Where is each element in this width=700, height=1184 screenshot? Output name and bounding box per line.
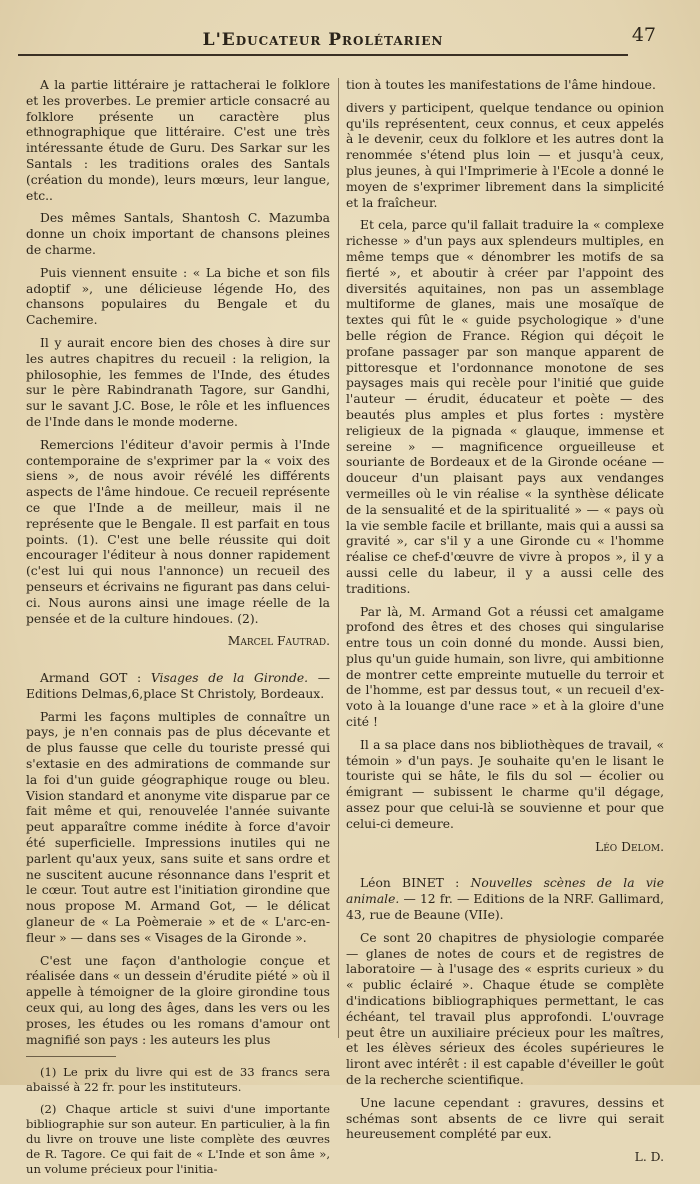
- signature-ld: L. D.: [634, 1150, 664, 1165]
- paragraph: Une lacune cependant : gravures, dessins et schémas sont absents de ce livre qui serait heureusement complété par eux.: [346, 1095, 664, 1142]
- paragraph: divers y participent, quelque tendance ou opinion qu'ils représentent, ceux connus, et ceux appelés à le devenir, ceux du folklore et les autres dont la renommée s'étend plus loin — et jusqu'à ceux, plus jeunes, à qui l'Imprimerie à l'Ecole a donné le moyen de s'exprimer librement dans la simplicité et la fraîcheur.: [346, 100, 664, 210]
- review-publisher: — Editions Delmas,6,place St Christoly, Bordeaux.: [26, 671, 330, 701]
- paragraph: Par là, M. Armand Got a réussi cet amalgame profond des êtres et des choses qui singularise entre tous un coin donné du monde. Aussi bien, plus qu'un guide humain, son livre, qui ambitionne de montrer cette empreinte mutuelle du terroir et de l'homme, est par dessus tout, « un recueil d'ex-voto à la louange d'une race » et à la gloire d'une cité !: [346, 604, 664, 730]
- paragraph: A la partie littéraire je rattacherai le folklore et les proverbes. Le premier article consacré au folklore présente un caractère plus ethnographique que littéraire. C'est une très intéressante étude de Guru. Des Sarkar sur les Santals : les traditions orales des Santals (création du monde), leurs mœurs, leur langue, etc..: [26, 78, 330, 203]
- footnote-separator: [26, 1056, 116, 1057]
- paragraph: Ce sont 20 chapitres de physiologie comparée — glanes de notes de cours et de registres de laboratoire — à l'usage des « esprits curieux » du « public éclairé ». Chaque étude se complète d'indications bibliographiques permettant, le cas échéant, tel travail plus approfondi. L'ouvrage peut être un auxiliaire précieux pour les maîtres, et les élèves sérieux des écoles supérieures le liront avec intérêt : il est capable d'éveiller le goût de la recherche scientifique.: [346, 930, 664, 1088]
- journal-title: L'Educateur Prolétarien: [202, 30, 444, 50]
- spacer: [346, 862, 664, 876]
- paragraph: Puis viennent ensuite : « La biche et son fils adoptif », une délicieuse légende Ho, des chansons populaires du Bengale et du Cachemire.: [26, 265, 330, 328]
- paragraph: Il y aurait encore bien des choses à dire sur les autres chapitres du recueil : la religion, la philosophie, les femmes de l'Inde, des études sur le père Rabindranath Tagore, sur Gandhi, sur le savant J.C. Bose, le rôle et les influences de l'Inde dans le monde moderne.: [26, 335, 330, 429]
- paragraph: Des mêmes Santals, Shantosh C. Mazumba donne un choix important de chansons pleines de charme.: [26, 211, 330, 257]
- review-author: Armand GOT :: [40, 671, 142, 686]
- review-heading: [346, 876, 664, 923]
- paragraph: C'est une façon d'anthologie conçue et réalisée dans « un dessein d'érudite piété » où il appelle à témoigner de la gloire girondine tous ceux qui, au long des âges, dans les vers ou les proses, les études ou les romans d'amour ont magnifié son pays : les auteurs les plus: [26, 953, 330, 1047]
- right-column: [346, 78, 664, 1173]
- left-column: [26, 78, 330, 1184]
- review-book-title: Visages de la Gironde.: [150, 671, 309, 686]
- page-header: [18, 24, 656, 56]
- signature-delom: Léo Delom.: [595, 839, 664, 854]
- paragraph: Et cela, parce qu'il fallait traduire la « complexe richesse » d'un pays aux splendeurs multiples, en même temps que « dénombrer les motifs de sa fierté », et aboutir à créer par l'appoint des diversités aquitaines, non pas un assemblage multiforme de glanes, mais une mosaïque de textes qui fût le « guide psychologique » d'une belle région de France. Région qui déçoit le profane passager par son manque apparent de pittoresque et l'ordonnance monotone de ses paysages mais qui recèle pour l'initié que guide l'auteur — érudit, éducateur et poète — des beautés plus amples et plus fortes : mystère religieux de la pignada « glauque, immense et sereine » — magnificence orgueilleuse et souriante de Bordeaux et de la Gironde océane — douceur d'un plaisant pays aux vendanges vermeilles où le vin réalise « la synthèse délicate de la sensualité et de la spiritualité » — « pays où la vie semble facile et brillante, mais qui a aussi sa gravité », car s'il y a une Gironde cu « l'homme réalise ce chef-d'œuvre de vivre à propos », il y a aussi celle du labeur, il y a aussi celle des traditions.: [346, 218, 664, 596]
- paragraph: Parmi les façons multiples de connaître un pays, je n'en connais pas de plus décevante et de plus fausse que celle du touriste pressé qui s'extasie en des admirations de commande sur la foi d'un guide géographique rouge ou bleu. Vision standard et anonyme vite disparue par ce fait même et qui, renouvelée l'année suivante peut apparaître comme inédite à force d'avoir été superficielle. Impressions inutiles qui ne parlent qu'aux yeux, sans suite et sans ordre et ne suscitent aucune résonnance dans l'esprit et le cœur. Tout autre est l'initiation girondine que nous propose M. Armand Got, — le délicat glaneur de « La Poèmeraie » et de « L'arc-en-fleur » — dans ses « Visages de la Gironde ».: [26, 709, 330, 945]
- paragraph: tion à toutes les manifestations de l'âme hindoue.: [346, 78, 656, 92]
- spacer: [26, 657, 330, 671]
- review-publisher: — 12 fr. — Editions de la NRF. Gallimard, 43, rue de Beaune (VIIe).: [346, 892, 664, 923]
- review-heading: [26, 671, 330, 703]
- column-divider: [338, 78, 339, 1038]
- footnote-2: (2) Chaque article st suivi d'une importante bibliographie sur son auteur. En particulier, à la fin du livre on trouve une liste complète des œuvres de R. Tagore. Ce qui fait de « L'Inde et son âme », un volume précieux pour l'initia-: [26, 1102, 330, 1177]
- paragraph: Remercions l'éditeur d'avoir permis à l'Inde contemporaine de s'exprimer par la « voix des siens », de nous avoir révélé les différents aspects de l'âme hindoue. Ce recueil représente ce que l'Inde a de meilleur, mais il ne représente que le Bengale. Il est parfait en tous points. (1). C'est une belle réussite qui doit encourager l'éditeur à nous donner rapidement (c'est lui qui nous l'annonce) un recueil des penseurs et écrivains ne figurant pas dans celui-ci. Nous aurons ainsi une image réelle de la pensée et de la culture hindoues. (2).: [26, 437, 330, 626]
- review-author: Léon BINET :: [360, 876, 460, 891]
- footnote-1: (1) Le prix du livre qui est de 33 francs sera abaissé à 22 fr. pour les instituteurs.: [26, 1065, 330, 1095]
- review-book-title: Nouvelles scènes de la vie animale.: [346, 876, 664, 907]
- paragraph: Il a sa place dans nos bibliothèques de travail, « témoin » d'un pays. Je souhaite qu'en le lisant le touriste qui se hâte, le fils du sol — écolier ou émigrant — subissent le charme qu'il dégage, assez pour que celui-là se souvienne et pour que celui-ci demeure.: [346, 737, 664, 831]
- page-number: 47: [631, 24, 656, 46]
- signature-fautrad: Marcel Fautrad.: [227, 634, 330, 649]
